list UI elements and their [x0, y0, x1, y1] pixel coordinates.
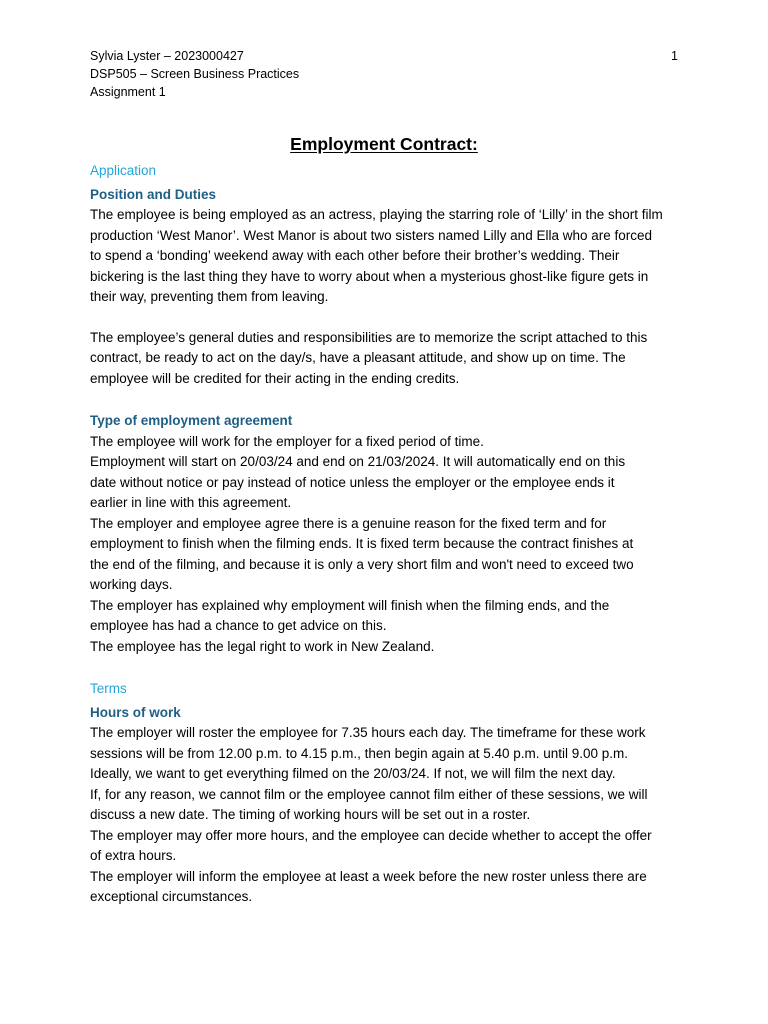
section-heading-terms: Terms	[90, 681, 127, 696]
text-line: Ideally, we want to get everything filmed on the 20/03/24. If not, we will film the next day.	[90, 766, 616, 781]
text-line: The employer may offer more hours, and the employee can decide whether to accept the offer	[90, 827, 652, 843]
text-line: discuss a new date. The timing of working hours will be set out in a roster.	[90, 807, 531, 822]
section-heading-application: Application	[90, 163, 157, 178]
text-line: The employer and employee agree there is a genuine reason for the fixed term and for	[90, 515, 607, 531]
header-course-line: DSP505 – Screen Business Practices	[90, 67, 300, 81]
text-line: The employee has the legal right to work in New Zealand.	[90, 638, 435, 654]
text-line: employee will be credited for their acting in the ending credits.	[90, 370, 460, 386]
document-title: Employment Contract:	[290, 134, 478, 154]
paragraph-hours	[90, 723, 690, 908]
subheading-hours-of-work: Hours of work	[90, 704, 181, 720]
text-line: production ‘West Manor’. West Manor is about two sisters named Lilly and Ella who are forced	[90, 227, 653, 243]
text-line: The employer has explained why employment will finish when the filming ends, and the	[90, 597, 610, 613]
text-line: working days.	[90, 577, 173, 592]
page-number: 1	[671, 49, 678, 63]
text-line: The employee is being employed as an actress, playing the starring role of ‘Lilly’ in the short film	[90, 207, 663, 222]
text-line: Employment will start on 20/03/24 and end on 21/03/2024. It will automatically end on this	[90, 454, 626, 469]
text-line: contract, be ready to act on the day/s, have a pleasant attitude, and show up on time. The	[90, 350, 626, 365]
subheading-employment-type: Type of employment agreement	[90, 413, 293, 428]
text-line: The employee’s general duties and responsibilities are to memorize the script attached to this	[90, 329, 648, 345]
text-line: exceptional circumstances.	[90, 889, 253, 904]
document-body	[90, 161, 690, 908]
text-line: The employee will work for the employer for a fixed period of time.	[90, 433, 484, 449]
header-assignment-line: Assignment 1	[90, 85, 166, 99]
text-line: of extra hours.	[90, 848, 177, 863]
text-line: If, for any reason, we cannot film or the employee cannot film either of these sessions, we will	[90, 786, 648, 802]
text-line: The employer will inform the employee at least a week before the new roster unless there are	[90, 868, 647, 884]
text-line: The employer will roster the employee for 7.35 hours each day. The timeframe for these work	[90, 725, 646, 740]
paragraph-role	[90, 205, 690, 308]
page-header	[90, 47, 650, 101]
text-line: employee has had a chance to get advice on this.	[90, 618, 387, 633]
text-line: the end of the filming, and because it is only a very short film and won't need to exceed two	[90, 556, 634, 572]
subheading-position-duties: Position and Duties	[90, 186, 217, 202]
text-line: employment to finish when the filming ends. It is fixed term because the contract finishes at	[90, 536, 634, 551]
header-author-line: Sylvia Lyster – 2023000427	[90, 49, 244, 63]
text-line: bickering is the last thing they have to worry about when a mysterious ghost-like figure gets in	[90, 268, 649, 284]
paragraph-duties	[90, 328, 690, 390]
text-line: earlier in line with this agreement.	[90, 495, 292, 510]
text-line: to spend a ‘bonding’ weekend away with each other before their brother’s wedding. Their	[90, 248, 620, 263]
text-line: their way, preventing them from leaving.	[90, 289, 329, 304]
paragraph-employment-type	[90, 432, 690, 658]
text-line: date without notice or pay instead of notice unless the employer or the employee ends it	[90, 474, 615, 490]
text-line: sessions will be from 12.00 p.m. to 4.15 p.m., then begin again at 5.40 p.m. until 9.00 p.m.	[90, 745, 629, 761]
